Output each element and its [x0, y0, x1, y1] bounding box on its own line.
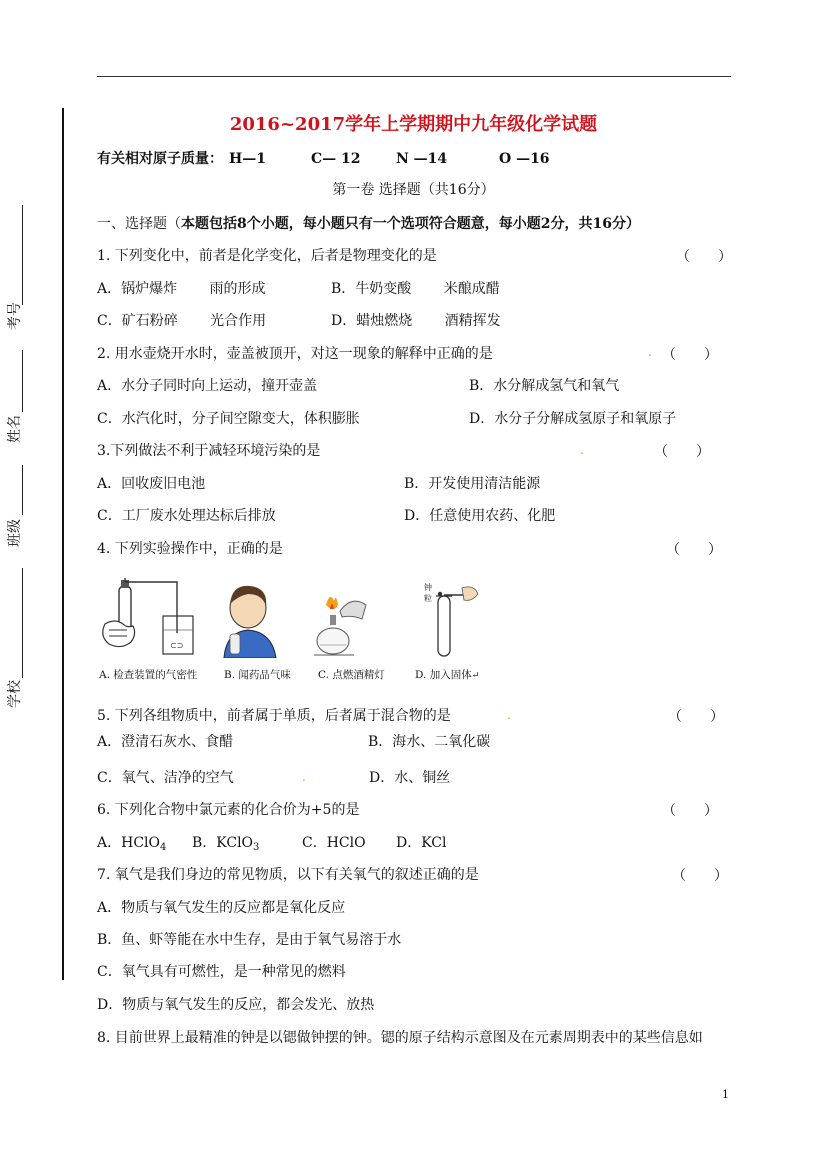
q3-option-c: C．工厂废水处理达标后排放: [97, 508, 276, 524]
q7-answer-paren: （ ）: [672, 868, 728, 884]
atomic-mass-label: 有关相对原子质量：: [97, 151, 223, 167]
q6-option-a-sub: 4: [160, 842, 167, 853]
q7-option-c: C．氧气具有可燃性，是一种常见的燃料: [97, 964, 346, 980]
q6-option-b-sub: 3: [253, 842, 260, 853]
q4-answer-paren: （ ）: [666, 542, 722, 558]
q5-answer-paren: （ ）: [668, 709, 724, 725]
figure-airtightness-check: [97, 578, 207, 660]
q4-caption-d-text: D. 加入固体: [415, 669, 472, 681]
q6-option-d: D．KCl: [396, 835, 447, 851]
q7-option-d: D．物质与氧气发生的反应，都会发光、放热: [97, 997, 375, 1013]
exam-title: 2016~2017学年上学期期中九年级化学试题: [229, 114, 598, 135]
q4-stem: 4. 下列实验操作中，正确的是: [97, 541, 283, 557]
xuexiao-label: 学校: [7, 680, 23, 708]
q2-option-d: D．水分子分解成氢原子和氧原子: [469, 411, 677, 427]
section-rule: 本题包括8个小题，每小题只有一个选项符合题意，每小题2分，共16分）: [181, 216, 640, 232]
kaohao-fill-line: [22, 205, 23, 305]
q6-option-a: [97, 833, 166, 858]
q3-option-d: D．任意使用农药、化肥: [404, 508, 556, 524]
q7-option-b: B．鱼、虾等能在水中生存，是由于氧气易溶于水: [97, 932, 402, 948]
figure-smelling-chemical: [218, 582, 288, 658]
kaohao-label: 考号: [7, 302, 23, 330]
q3-answer-paren: （ ）: [654, 444, 710, 460]
atomic-mass-c: C— 12: [311, 151, 361, 167]
q6-option-b-main: B．KClO: [192, 835, 254, 851]
xingming-label: 姓名: [7, 415, 23, 443]
q8-stem: 8. 目前世界上最精准的钟是以锶做钟摆的钟。锶的原子结构示意图及在元素周期表中的某些信息如: [97, 1030, 703, 1046]
q3-option-b: B．开发使用清洁能源: [404, 476, 541, 492]
q1-option-d: D．蜡烛燃烧 酒精挥发: [331, 313, 501, 329]
q6-stem: 6. 下列化合物中氯元素的化合价为+5的是: [97, 802, 360, 818]
q1-option-c: C．矿石粉碎 光合作用: [97, 313, 267, 329]
q2-option-b: B．水分解成氢气和氧气: [469, 378, 620, 394]
figure-alcohol-lamp: [312, 585, 372, 660]
q5-option-b: B．海水、二氧化碳: [368, 734, 491, 750]
q3-stem: 3.下列做法不利于减轻环境污染的是: [97, 443, 321, 459]
fig-label-left: 钟: [424, 583, 432, 592]
q2-option-c: C．水汽化时，分子间空隙变大，体积膨胀: [97, 411, 360, 427]
q6-answer-paren: （ ）: [662, 803, 718, 819]
q2-answer-paren: （ ）: [662, 347, 718, 363]
q5-stem: 5. 下列各组物质中，前者属于单质，后者属于混合物的是: [97, 708, 451, 724]
q6-option-c: C．HClO: [302, 835, 366, 851]
banji-label: 班级: [7, 519, 23, 547]
header-rule: [97, 76, 731, 77]
q6-option-a-main: A．HClO: [97, 835, 160, 851]
figure-adding-solid: [432, 580, 482, 660]
q5-option-d: D．水、铜丝: [369, 770, 451, 786]
q5-option-a: A．澄清石灰水、食醋: [97, 734, 234, 750]
q7-option-a: A．物质与氧气发生的反应都是氧化反应: [97, 900, 346, 916]
return-arrow-icon: ↵: [471, 671, 480, 681]
q4-caption-c: C. 点燃酒精灯: [318, 669, 385, 681]
xingming-fill-line: [22, 350, 23, 412]
stray-dot: .: [648, 345, 652, 359]
part-heading: 第一卷 选择题（共16分）: [332, 182, 495, 198]
q1-option-a: A．锅炉爆炸 雨的形成: [97, 281, 266, 297]
atomic-mass-n: N —14: [396, 151, 448, 167]
q4-caption-b: B. 闻药品气味: [224, 669, 291, 681]
section-prefix: 一、选择题（: [97, 216, 181, 232]
stray-dot: .: [507, 708, 511, 722]
atomic-mass-o: O —16: [499, 151, 550, 167]
fig-label-left2: 粒: [424, 594, 432, 603]
q4-caption-a: A. 检查装置的气密性: [99, 669, 198, 681]
q1-option-b: B．牛奶变酸 米酿成醋: [331, 281, 500, 297]
stray-dot: .: [580, 443, 584, 457]
q3-option-a: A．回收废旧电池: [97, 476, 206, 492]
q2-stem: 2. 用水壶烧开水时，壶盖被顶开，对这一现象的解释中正确的是: [97, 346, 493, 362]
q1-answer-paren: （ ）: [676, 249, 732, 265]
atomic-mass-h: H—1: [229, 151, 266, 167]
binding-line: [62, 108, 64, 980]
section-heading: [97, 214, 640, 234]
q7-stem: 7. 氧气是我们身边的常见物质，以下有关氧气的叙述正确的是: [97, 867, 479, 883]
q5-option-c: C．氧气、洁净的空气: [97, 770, 234, 786]
stray-dot: .: [302, 770, 306, 784]
xuexiao-fill-line: [22, 568, 23, 678]
q6-option-b: [192, 833, 259, 858]
q1-stem: 1. 下列变化中，前者是化学变化，后者是物理变化的是: [97, 248, 437, 264]
q4-caption-d: [415, 667, 479, 682]
banji-fill-line: [22, 465, 23, 515]
page-number: 1: [722, 1088, 729, 1101]
svg-text:⊂⊃: ⊂⊃: [170, 641, 184, 650]
q2-option-a: A．水分子同时向上运动，撞开壶盖: [97, 378, 318, 394]
